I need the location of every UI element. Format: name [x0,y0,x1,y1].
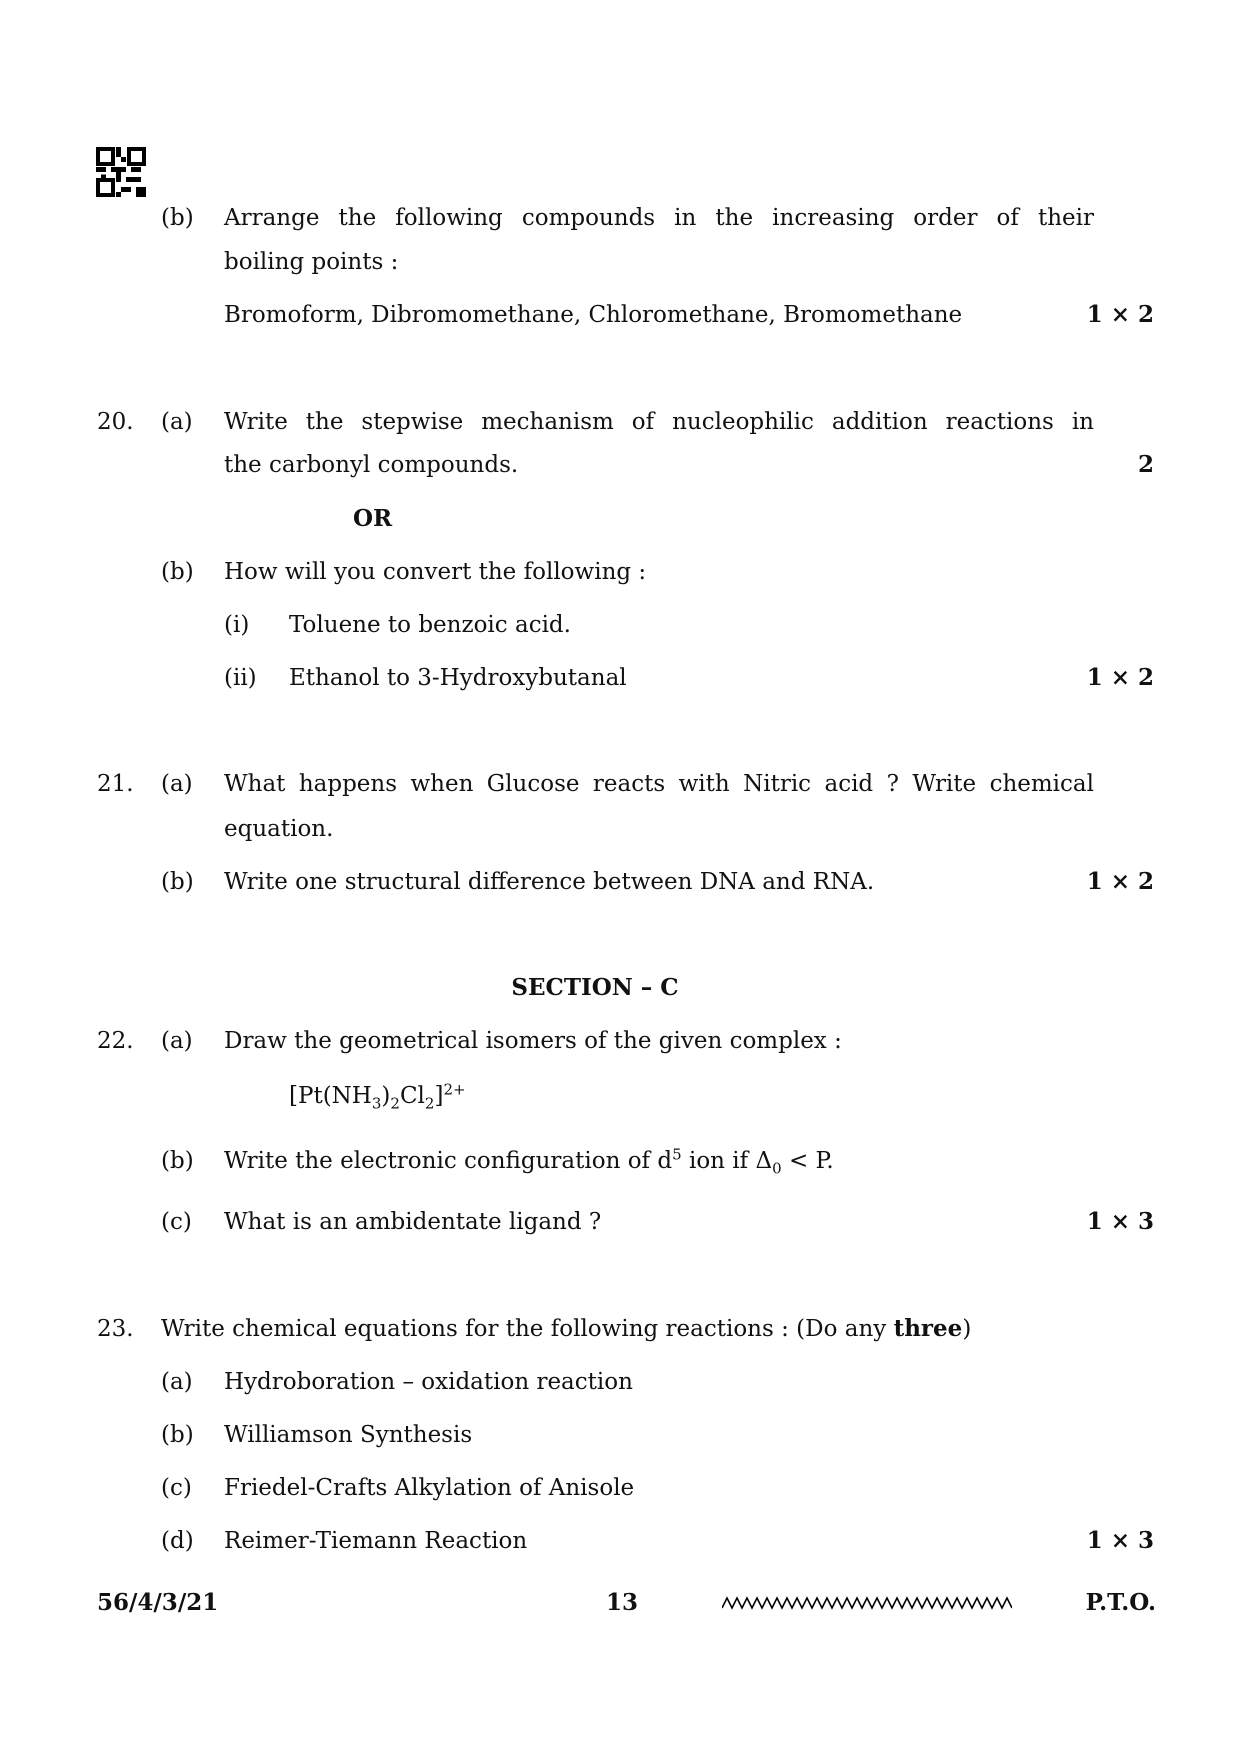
marks: 1 × 2 [1086,301,1154,328]
or-divider: OR [353,505,393,532]
t: ) [962,1316,972,1342]
t: three [893,1315,963,1342]
t: Write the electronic configuration of d [224,1148,673,1174]
f: ) [381,1083,391,1109]
q23-c-label: (c) [161,1475,192,1501]
paper-code: 56/4/3/21 [97,1589,219,1616]
q19-b-text-2: boiling points : [224,249,399,275]
q22-b-label: (b) [161,1148,194,1174]
q21-a-text-2: equation. [224,816,334,842]
q19-b-text: Arrange the following compounds in the increasing order of their [224,205,1094,231]
q21-a-text: What happens when Glucose reacts with Nitric acid ? Write chemical [224,771,1094,797]
complex-formula [289,1081,466,1111]
q22-c-label: (c) [161,1209,192,1235]
q23-a-label: (a) [161,1369,193,1395]
q20-b-label: (b) [161,559,194,585]
q22-a-label: (a) [161,1028,193,1054]
q23-d-text: Reimer-Tiemann Reaction [224,1528,528,1554]
q20-b-i-text: Toluene to benzoic acid. [289,612,571,638]
q23-d-label: (d) [161,1528,194,1554]
t: 0 [772,1159,782,1178]
q23-a-text: Hydroboration – oxidation reaction [224,1369,633,1395]
f: 3 [371,1094,382,1113]
q20-b-text: How will you convert the following : [224,559,647,585]
marks: 1 × 3 [1086,1527,1154,1554]
q22-a-text: Draw the geometrical isomers of the given complex : [224,1028,842,1054]
marks: 1 × 3 [1086,1208,1154,1235]
q19-b-compounds: Bromoform, Dibromomethane, Chloromethane, Bromomethane [224,302,963,328]
q23-c-text: Friedel-Crafts Alkylation of Anisole [224,1475,635,1501]
section-heading: SECTION – C [511,974,679,1001]
q20-a-label: (a) [161,409,193,435]
t: ion if Δ [681,1148,773,1174]
qr-code-icon [96,147,146,197]
f: ] [434,1083,444,1109]
q20-a-text-2: the carbonyl compounds. [224,452,519,478]
marks: 1 × 2 [1086,664,1154,691]
marks: 2 [1137,451,1154,478]
pto-label: P.T.O. [1085,1589,1156,1616]
t: < P. [781,1148,834,1174]
q20-b-ii-label: (ii) [224,665,257,691]
q23-number: 23. [97,1316,134,1342]
f: 2 [390,1094,400,1113]
q20-number: 20. [97,409,134,435]
q23-b-label: (b) [161,1422,194,1448]
q23-text [161,1314,971,1344]
t: Write chemical equations for the following reactions : (Do any [161,1316,894,1342]
f: [Pt(NH [289,1083,372,1109]
q21-number: 21. [97,771,134,797]
f: Cl [399,1083,425,1109]
q21-b-label: (b) [161,869,194,895]
q22-number: 22. [97,1028,134,1054]
q23-b-text: Williamson Synthesis [224,1422,473,1448]
q20-a-text: Write the stepwise mechanism of nucleophilic addition reactions in [224,409,1094,435]
q19-b-label: (b) [161,205,194,231]
q20-b-i-label: (i) [224,612,250,638]
page-number: 13 [606,1589,639,1616]
zigzag-divider-icon [722,1596,1012,1610]
marks: 1 × 2 [1086,868,1154,895]
q22-b-text [224,1146,834,1176]
q21-a-label: (a) [161,771,193,797]
t: 5 [672,1145,682,1164]
q20-b-ii-text: Ethanol to 3-Hydroxybutanal [289,665,627,691]
q21-b-text: Write one structural difference between DNA and RNA. [224,869,875,895]
q22-c-text: What is an ambidentate ligand ? [224,1209,602,1235]
f: 2 [424,1094,435,1113]
f: 2+ [443,1080,466,1099]
